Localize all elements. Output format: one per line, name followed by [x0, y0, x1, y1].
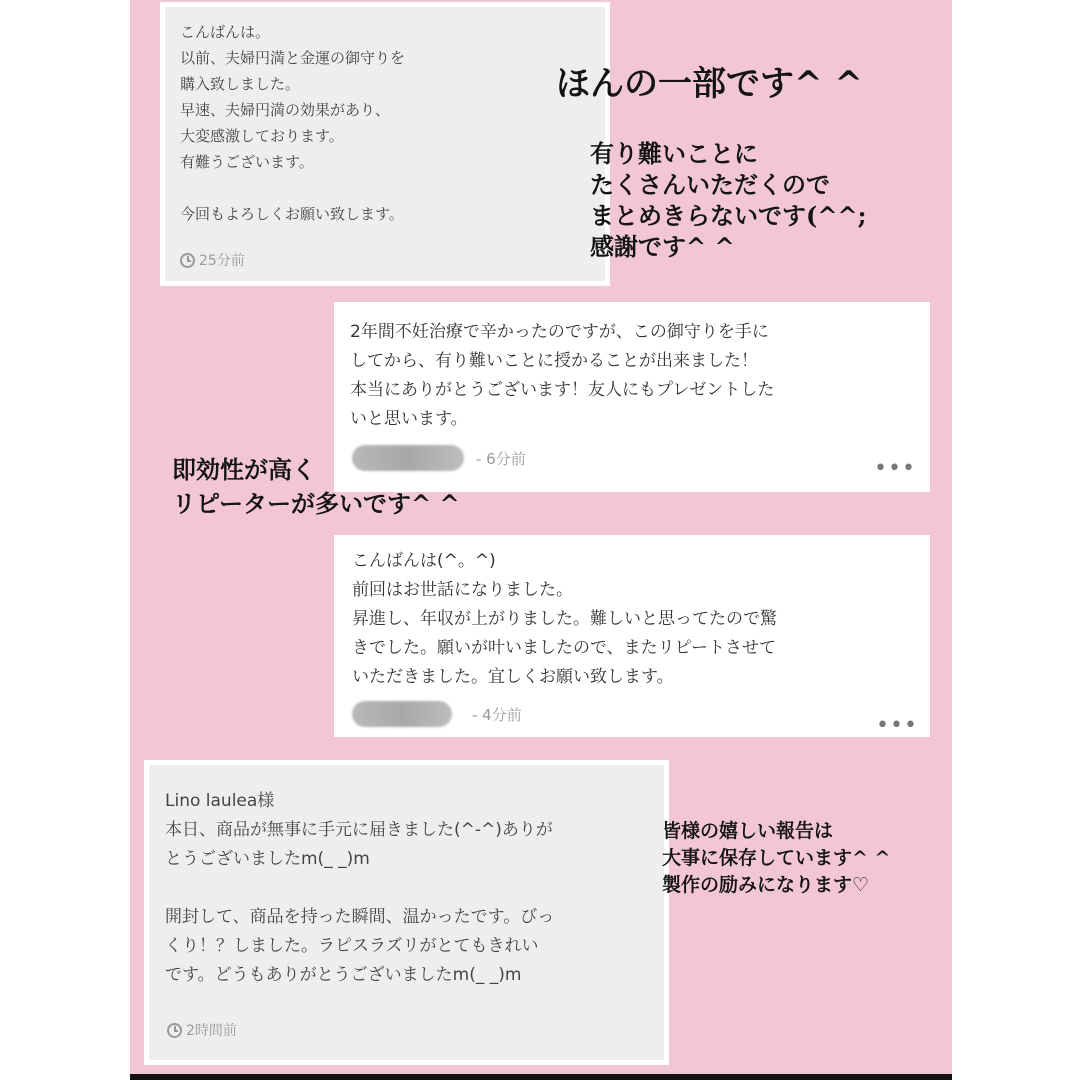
bottom-border	[130, 1074, 952, 1080]
annotation-many-reviews: 有り難いことに たくさんいただくので まとめきらないです(^^; 感謝です^ ^	[590, 139, 867, 261]
review-text: こんばんは。 以前、夫婦円満と金運の御守りを 購入致しました。 早速、夫婦円満の効果があり、 大変感激しております。 有難うございます。 今回もよろしくお願い致します。	[180, 23, 406, 223]
timestamp-text: 2時間前	[186, 1023, 237, 1039]
annotation-saved-reports: 皆様の嬉しい報告は 大事に保存しています^ ^ 製作の励みになります♡	[662, 820, 891, 896]
clock-icon	[167, 1023, 182, 1038]
timestamp-text: - 6分前	[476, 449, 526, 468]
more-options-icon[interactable]: •••	[876, 713, 918, 738]
timestamp-text: - 4分前	[472, 705, 522, 724]
more-options-icon[interactable]: •••	[874, 456, 916, 481]
annotation-part-of-reviews: ほんの一部です^ ^	[556, 64, 863, 104]
annotation-repeaters: 即効性が高く リピーターが多いです^ ^	[172, 455, 460, 518]
blurred-username	[352, 701, 452, 727]
review-text: 2年間不妊治療で辛かったのですが、この御守りを手に してから、有り難いことに授かることが出来ました！ 本当にありがとうございます！友人にもプレゼントした いと思います。	[350, 322, 775, 429]
review-meta	[352, 701, 522, 727]
clock-icon	[180, 253, 195, 268]
review-text: こんばんは(^。^) 前回はお世話になりました。 昇進し、年収が上がりました。難しいと思ってたので驚 きでした。願いが叶いましたので、またリピートさせて いただきました。宜しくお願い致します。	[352, 551, 777, 687]
review-timestamp	[180, 250, 245, 270]
review-timestamp	[167, 1020, 237, 1040]
review-text: Lino laulea様 本日、商品が無事に手元に届きました(^-^)ありが とうございましたm(_ _)m 開封して、商品を持った瞬間、温かったです。びっ くり！？しました。ラピスラズリがとてもきれい です。どうもありがとうございましたm(_ _)m	[165, 791, 555, 985]
review-card-1	[160, 2, 610, 286]
timestamp-text: 25分前	[199, 253, 245, 269]
review-card-3	[334, 535, 930, 737]
review-card-4	[144, 760, 669, 1065]
